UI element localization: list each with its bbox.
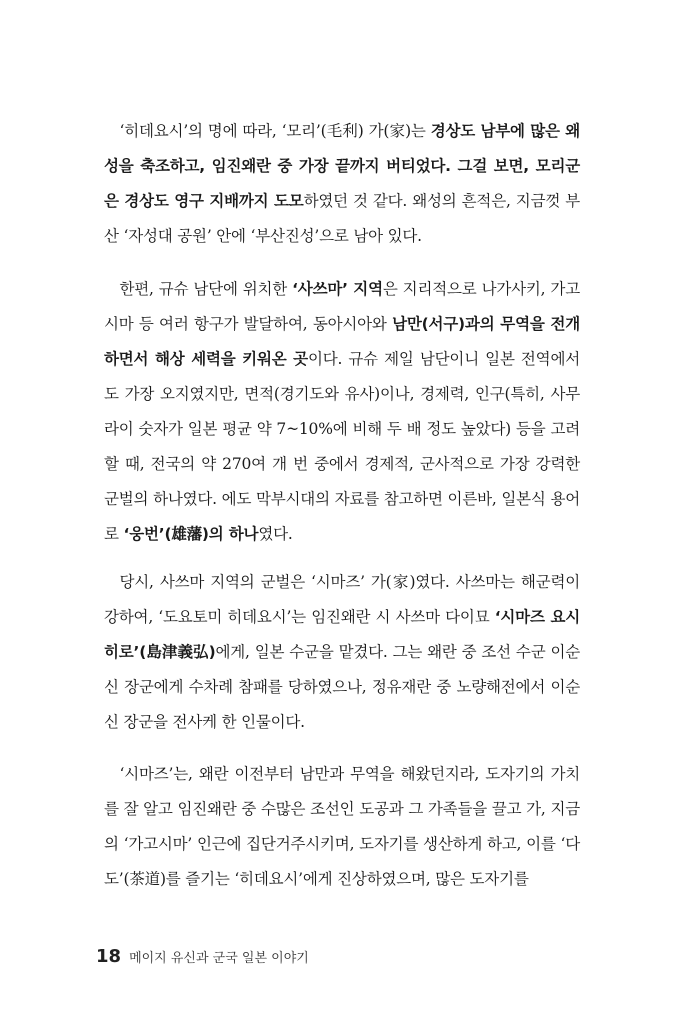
body-text: ‘시마즈’는, 왜란 이전부터 남만과 무역을 해왔던지라, 도자기의 가치를 잘 알고 임진왜란 중 수많은 조선인 도공과 그 가족들을 끌고 가, 지금의 ‘가고시마’ 인근에 집단거주시키며, 도자기를 생산하게 하고, 이를 ‘다도’(茶道)를 즐기는 ‘히데요시’에게 진상하였으며, 많은 도자기를 (104, 765, 580, 888)
body-text: 에게, 일본 수군을 맡겼다. 그는 왜란 중 조선 수군 이순신 장군에게 수차례 참패를 당하였으나, 정유재란 중 노량해전에서 이순신 장군을 전사케 한 인물이다. (104, 643, 581, 731)
paragraph-satsuma-region (104, 272, 580, 552)
emphasized-text: 경상도 남부에 많은 왜성을 축조하고, 임진왜란 중 가장 끝까지 버티었다. 그걸 보면, 모리군은 경상도 영구 지배까지 도모 (104, 122, 581, 210)
emphasized-text: ‘사쓰마’ 지역 (292, 280, 383, 298)
emphasized-text: ‘웅번’(雄藩)의 하나 (123, 525, 259, 543)
emphasized-text: ‘시마즈 요시히로’(島津義弘) (104, 608, 580, 661)
body-text: 였다. (258, 525, 293, 543)
body-text: 은 지리적으로 나가사키, 가고시마 등 여러 항구가 발달하여, 동아시아와 (104, 280, 580, 333)
page-number: 18 (96, 946, 122, 967)
page-footer (96, 946, 309, 967)
body-text: 당시, 사쓰마 지역의 군벌은 ‘시마즈’ 가(家)였다. 사쓰마는 해군력이 강하여, ‘도요토미 히데요시’는 임진왜란 시 사쓰마 다이묘 (104, 573, 580, 626)
emphasized-text: 남만(서구)과의 무역을 전개하면서 해상 세력을 키워온 곳 (104, 315, 581, 368)
paragraph-shimazu-clan (104, 565, 580, 740)
body-text: 하였던 것 같다. 왜성의 흔적은, 지금껏 부산 ‘자성대 공원’ 안에 ‘부산진성’으로 남아 있다. (104, 192, 580, 245)
body-text: 한편, 규슈 남단에 위치한 (119, 280, 293, 298)
paragraph-shimazu-pottery (104, 757, 580, 897)
book-title: 메이지 유신과 군국 일본 이야기 (129, 951, 309, 966)
paragraph-mori-clan (104, 114, 580, 254)
body-text: 이다. 규슈 제일 남단이니 일본 전역에서도 가장 오지였지만, 면적(경기도와 유사)이나, 경제력, 인구(특히, 사무라이 숫자가 일본 평균 약 7~10%에 비해 두 배 정도 높았다) 등을 고려할 때, 전국의 약 270여 개 번 중에서 경제적, 군사적으로 가장 강력한 군벌의 하나였다. 에도 막부시대의 자료를 참고하면 이른바, 일본식 용어로 (104, 350, 581, 543)
body-text: ‘히데요시’의 명에 따라, ‘모리’(毛利) 가(家)는 (119, 122, 431, 140)
